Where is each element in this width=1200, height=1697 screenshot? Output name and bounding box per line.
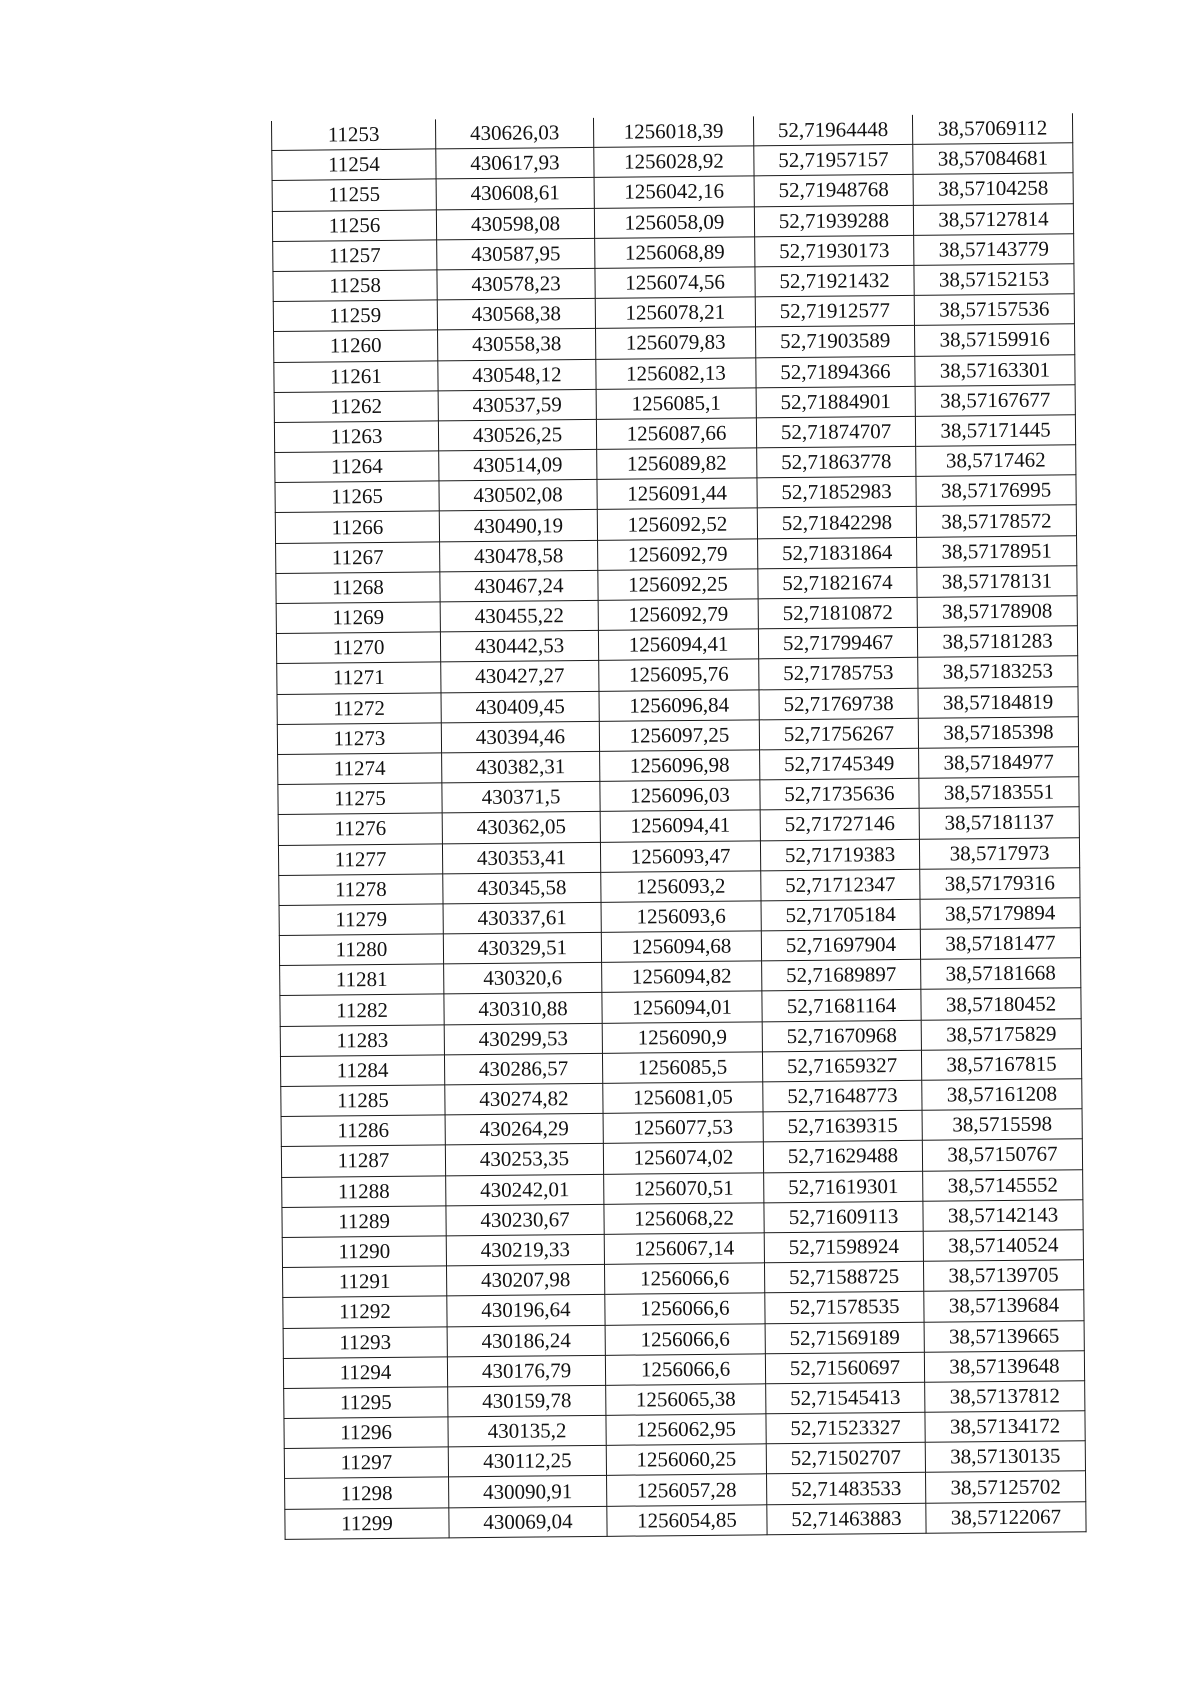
x-coordinate-cell: 430329,51 xyxy=(443,932,601,964)
x-coordinate-cell: 430135,2 xyxy=(448,1415,606,1447)
longitude-cell: 38,57181668 xyxy=(921,958,1081,990)
y-coordinate-cell: 1256078,21 xyxy=(595,297,755,329)
y-coordinate-cell: 1256066,6 xyxy=(605,1353,765,1385)
y-coordinate-cell: 1256028,92 xyxy=(594,146,754,178)
point-number-cell: 11292 xyxy=(283,1296,447,1328)
y-coordinate-cell: 1256092,52 xyxy=(597,508,757,540)
longitude-cell: 38,57179894 xyxy=(920,898,1080,930)
longitude-cell: 38,57185398 xyxy=(918,717,1078,749)
latitude-cell: 52,71689897 xyxy=(762,960,921,992)
point-number-cell: 11272 xyxy=(277,692,441,724)
x-coordinate-cell: 430587,95 xyxy=(437,238,595,270)
point-number-cell: 11277 xyxy=(278,843,442,875)
longitude-cell: 38,57139684 xyxy=(924,1290,1084,1322)
longitude-cell: 38,57084681 xyxy=(913,143,1073,175)
y-coordinate-cell: 1256093,6 xyxy=(601,901,761,933)
latitude-cell: 52,71629488 xyxy=(763,1141,922,1173)
longitude-cell: 38,57142143 xyxy=(923,1200,1083,1232)
longitude-cell: 38,57179316 xyxy=(920,867,1080,899)
x-coordinate-cell: 430382,31 xyxy=(442,751,600,783)
point-number-cell: 11264 xyxy=(275,451,439,483)
point-number-cell: 11298 xyxy=(285,1477,449,1509)
y-coordinate-cell: 1256097,25 xyxy=(599,720,759,752)
longitude-cell: 38,57181137 xyxy=(919,807,1079,839)
latitude-cell: 52,71463883 xyxy=(767,1503,926,1535)
latitude-cell: 52,71735636 xyxy=(760,778,919,810)
latitude-cell: 52,71810872 xyxy=(758,597,917,629)
x-coordinate-cell: 430310,88 xyxy=(444,993,602,1025)
y-coordinate-cell: 1256092,79 xyxy=(598,538,758,570)
point-number-cell: 11268 xyxy=(276,572,440,604)
latitude-cell: 52,71648773 xyxy=(763,1080,922,1112)
x-coordinate-cell: 430207,98 xyxy=(446,1264,604,1296)
x-coordinate-cell: 430608,61 xyxy=(436,178,594,210)
x-coordinate-cell: 430274,82 xyxy=(445,1083,603,1115)
x-coordinate-cell: 430578,23 xyxy=(437,268,595,300)
latitude-cell: 52,71745349 xyxy=(760,748,919,780)
y-coordinate-cell: 1256085,5 xyxy=(602,1052,762,1084)
y-coordinate-cell: 1256068,22 xyxy=(604,1203,764,1235)
point-number-cell: 11273 xyxy=(277,723,441,755)
point-number-cell: 11259 xyxy=(273,300,437,332)
longitude-cell: 38,57180452 xyxy=(921,988,1081,1020)
x-coordinate-cell: 430409,45 xyxy=(441,691,599,723)
longitude-cell: 38,57069112 xyxy=(912,113,1072,144)
latitude-cell: 52,71560697 xyxy=(765,1352,924,1384)
latitude-cell: 52,71948768 xyxy=(754,175,913,207)
longitude-cell: 38,57122067 xyxy=(926,1501,1086,1533)
longitude-cell: 38,5717973 xyxy=(919,837,1079,869)
latitude-cell: 52,71712347 xyxy=(761,869,920,901)
longitude-cell: 38,57137812 xyxy=(925,1381,1085,1413)
x-coordinate-cell: 430442,53 xyxy=(440,631,598,663)
point-number-cell: 11278 xyxy=(279,874,443,906)
x-coordinate-cell: 430467,24 xyxy=(440,570,598,602)
x-coordinate-cell: 430219,33 xyxy=(446,1234,604,1266)
y-coordinate-cell: 1256074,56 xyxy=(595,267,755,299)
latitude-cell: 52,71831864 xyxy=(758,537,917,569)
x-coordinate-cell: 430490,19 xyxy=(439,510,597,542)
latitude-cell: 52,71670968 xyxy=(762,1020,921,1052)
y-coordinate-cell: 1256066,6 xyxy=(605,1293,765,1325)
x-coordinate-cell: 430537,59 xyxy=(438,389,596,421)
x-coordinate-cell: 430394,46 xyxy=(441,721,599,753)
y-coordinate-cell: 1256095,76 xyxy=(599,659,759,691)
x-coordinate-cell: 430478,58 xyxy=(440,540,598,572)
x-coordinate-cell: 430230,67 xyxy=(446,1204,604,1236)
x-coordinate-cell: 430548,12 xyxy=(438,359,596,391)
y-coordinate-cell: 1256094,01 xyxy=(602,991,762,1023)
longitude-cell: 38,57157536 xyxy=(914,294,1074,326)
latitude-cell: 52,71756267 xyxy=(759,718,918,750)
latitude-cell: 52,71659327 xyxy=(762,1050,921,1082)
y-coordinate-cell: 1256094,41 xyxy=(598,629,758,661)
y-coordinate-cell: 1256057,28 xyxy=(607,1474,767,1506)
y-coordinate-cell: 1256066,6 xyxy=(604,1263,764,1295)
y-coordinate-cell: 1256062,95 xyxy=(606,1414,766,1446)
x-coordinate-cell: 430353,41 xyxy=(442,842,600,874)
longitude-cell: 38,57163301 xyxy=(915,354,1075,386)
latitude-cell: 52,71903589 xyxy=(756,326,915,358)
latitude-cell: 52,71884901 xyxy=(756,386,915,418)
x-coordinate-cell: 430568,38 xyxy=(437,299,595,331)
x-coordinate-cell: 430299,53 xyxy=(444,1023,602,1055)
x-coordinate-cell: 430264,29 xyxy=(445,1114,603,1146)
latitude-cell: 52,71785753 xyxy=(759,658,918,690)
latitude-cell: 52,71639315 xyxy=(763,1110,922,1142)
longitude-cell: 38,57139665 xyxy=(924,1320,1084,1352)
y-coordinate-cell: 1256054,85 xyxy=(607,1504,767,1536)
x-coordinate-cell: 430371,5 xyxy=(442,781,600,813)
latitude-cell: 52,71727146 xyxy=(760,809,919,841)
y-coordinate-cell: 1256093,47 xyxy=(600,840,760,872)
x-coordinate-cell: 430320,6 xyxy=(444,963,602,995)
x-coordinate-cell: 430186,24 xyxy=(447,1325,605,1357)
x-coordinate-cell: 430598,08 xyxy=(436,208,594,240)
point-number-cell: 11296 xyxy=(284,1417,448,1449)
latitude-cell: 52,71705184 xyxy=(761,899,920,931)
latitude-cell: 52,71964448 xyxy=(753,115,912,146)
point-number-cell: 11285 xyxy=(281,1085,445,1117)
latitude-cell: 52,71483533 xyxy=(767,1473,926,1505)
point-number-cell: 11297 xyxy=(284,1447,448,1479)
point-number-cell: 11279 xyxy=(279,904,443,936)
point-number-cell: 11293 xyxy=(283,1326,447,1358)
x-coordinate-cell: 430514,09 xyxy=(439,449,597,481)
y-coordinate-cell: 1256085,1 xyxy=(596,388,756,420)
x-coordinate-cell: 430558,38 xyxy=(438,329,596,361)
y-coordinate-cell: 1256070,51 xyxy=(604,1172,764,1204)
longitude-cell: 38,5717462 xyxy=(916,445,1076,477)
point-number-cell: 11255 xyxy=(272,179,436,211)
latitude-cell: 52,71588725 xyxy=(764,1261,923,1293)
point-number-cell: 11289 xyxy=(282,1206,446,1238)
point-number-cell: 11269 xyxy=(276,602,440,634)
latitude-cell: 52,71842298 xyxy=(757,507,916,539)
x-coordinate-cell: 430176,79 xyxy=(447,1355,605,1387)
longitude-cell: 38,57159916 xyxy=(914,324,1074,356)
x-coordinate-cell: 430253,35 xyxy=(445,1144,603,1176)
longitude-cell: 38,57178908 xyxy=(917,596,1077,628)
point-number-cell: 11288 xyxy=(282,1175,446,1207)
longitude-cell: 38,5715598 xyxy=(922,1109,1082,1141)
y-coordinate-cell: 1256096,84 xyxy=(599,689,759,721)
point-number-cell: 11267 xyxy=(276,542,440,574)
point-number-cell: 11275 xyxy=(278,783,442,815)
point-number-cell: 11287 xyxy=(281,1145,445,1177)
longitude-cell: 38,57178951 xyxy=(917,535,1077,567)
y-coordinate-cell: 1256079,83 xyxy=(596,327,756,359)
point-number-cell: 11260 xyxy=(274,330,438,362)
latitude-cell: 52,71957157 xyxy=(754,145,913,177)
latitude-cell: 52,71769738 xyxy=(759,688,918,720)
x-coordinate-cell: 430242,01 xyxy=(446,1174,604,1206)
longitude-cell: 38,57167677 xyxy=(915,384,1075,416)
point-number-cell: 11266 xyxy=(275,511,439,543)
latitude-cell: 52,71799467 xyxy=(758,628,917,660)
x-coordinate-cell: 430286,57 xyxy=(444,1053,602,1085)
y-coordinate-cell: 1256092,25 xyxy=(598,569,758,601)
x-coordinate-cell: 430427,27 xyxy=(441,661,599,693)
y-coordinate-cell: 1256065,38 xyxy=(606,1384,766,1416)
longitude-cell: 38,57181477 xyxy=(920,928,1080,960)
x-coordinate-cell: 430362,05 xyxy=(442,812,600,844)
point-number-cell: 11257 xyxy=(273,240,437,272)
longitude-cell: 38,57184977 xyxy=(919,747,1079,779)
point-number-cell: 11284 xyxy=(280,1055,444,1087)
point-number-cell: 11258 xyxy=(273,270,437,302)
y-coordinate-cell: 1256077,53 xyxy=(603,1112,763,1144)
x-coordinate-cell: 430159,78 xyxy=(448,1385,606,1417)
point-number-cell: 11286 xyxy=(281,1115,445,1147)
point-number-cell: 11253 xyxy=(271,119,435,150)
latitude-cell: 52,71930173 xyxy=(755,235,914,267)
latitude-cell: 52,71863778 xyxy=(757,446,916,478)
latitude-cell: 52,71545413 xyxy=(766,1382,925,1414)
longitude-cell: 38,57167815 xyxy=(921,1049,1081,1081)
y-coordinate-cell: 1256093,2 xyxy=(601,871,761,903)
point-number-cell: 11262 xyxy=(274,391,438,423)
longitude-cell: 38,57145552 xyxy=(923,1169,1083,1201)
latitude-cell: 52,71821674 xyxy=(758,567,917,599)
x-coordinate-cell: 430626,03 xyxy=(435,118,593,149)
longitude-cell: 38,57139705 xyxy=(923,1260,1083,1292)
y-coordinate-cell: 1256067,14 xyxy=(604,1233,764,1265)
y-coordinate-cell: 1256066,6 xyxy=(605,1323,765,1355)
longitude-cell: 38,57130135 xyxy=(925,1441,1085,1473)
point-number-cell: 11283 xyxy=(280,1025,444,1057)
latitude-cell: 52,71852983 xyxy=(757,477,916,509)
y-coordinate-cell: 1256094,41 xyxy=(600,810,760,842)
latitude-cell: 52,71939288 xyxy=(754,205,913,237)
longitude-cell: 38,57127814 xyxy=(913,203,1073,235)
point-number-cell: 11282 xyxy=(280,994,444,1026)
latitude-cell: 52,71681164 xyxy=(762,990,921,1022)
point-number-cell: 11294 xyxy=(283,1357,447,1389)
point-number-cell: 11265 xyxy=(275,481,439,513)
longitude-cell: 38,57150767 xyxy=(922,1139,1082,1171)
latitude-cell: 52,71874707 xyxy=(756,416,915,448)
longitude-cell: 38,57183253 xyxy=(918,656,1078,688)
latitude-cell: 52,71578535 xyxy=(765,1292,924,1324)
longitude-cell: 38,57184819 xyxy=(918,686,1078,718)
y-coordinate-cell: 1256068,89 xyxy=(595,237,755,269)
x-coordinate-cell: 430196,64 xyxy=(447,1295,605,1327)
y-coordinate-cell: 1256091,44 xyxy=(597,478,757,510)
longitude-cell: 38,57181283 xyxy=(917,626,1077,658)
y-coordinate-cell: 1256092,79 xyxy=(598,599,758,631)
longitude-cell: 38,57143779 xyxy=(914,234,1074,266)
x-coordinate-cell: 430069,04 xyxy=(449,1506,607,1538)
y-coordinate-cell: 1256096,03 xyxy=(600,780,760,812)
coordinates-table xyxy=(271,113,1087,1539)
latitude-cell: 52,71894366 xyxy=(756,356,915,388)
longitude-cell: 38,57178572 xyxy=(916,505,1076,537)
y-coordinate-cell: 1256094,68 xyxy=(601,931,761,963)
y-coordinate-cell: 1256087,66 xyxy=(596,418,756,450)
y-coordinate-cell: 1256058,09 xyxy=(594,206,754,238)
longitude-cell: 38,57175829 xyxy=(921,1018,1081,1050)
latitude-cell: 52,71609113 xyxy=(764,1201,923,1233)
latitude-cell: 52,71921432 xyxy=(755,265,914,297)
y-coordinate-cell: 1256074,02 xyxy=(603,1142,763,1174)
longitude-cell: 38,57139648 xyxy=(924,1350,1084,1382)
longitude-cell: 38,57183551 xyxy=(919,777,1079,809)
point-number-cell: 11270 xyxy=(276,632,440,664)
point-number-cell: 11261 xyxy=(274,360,438,392)
y-coordinate-cell: 1256090,9 xyxy=(602,1021,762,1053)
y-coordinate-cell: 1256082,13 xyxy=(596,357,756,389)
longitude-cell: 38,57140524 xyxy=(923,1230,1083,1262)
longitude-cell: 38,57178131 xyxy=(917,566,1077,598)
longitude-cell: 38,57171445 xyxy=(915,415,1075,447)
x-coordinate-cell: 430090,91 xyxy=(449,1476,607,1508)
y-coordinate-cell: 1256089,82 xyxy=(597,448,757,480)
point-number-cell: 11276 xyxy=(278,813,442,845)
longitude-cell: 38,57161208 xyxy=(922,1079,1082,1111)
point-number-cell: 11254 xyxy=(272,149,436,181)
latitude-cell: 52,71502707 xyxy=(766,1443,925,1475)
latitude-cell: 52,71569189 xyxy=(765,1322,924,1354)
longitude-cell: 38,57104258 xyxy=(913,173,1073,205)
x-coordinate-cell: 430345,58 xyxy=(443,872,601,904)
x-coordinate-cell: 430617,93 xyxy=(436,148,594,180)
longitude-cell: 38,57125702 xyxy=(926,1471,1086,1503)
point-number-cell: 11291 xyxy=(283,1266,447,1298)
x-coordinate-cell: 430112,25 xyxy=(448,1446,606,1478)
point-number-cell: 11263 xyxy=(274,421,438,453)
table-row xyxy=(285,1501,1086,1539)
x-coordinate-cell: 430502,08 xyxy=(439,480,597,512)
longitude-cell: 38,57176995 xyxy=(916,475,1076,507)
latitude-cell: 52,71697904 xyxy=(761,929,920,961)
point-number-cell: 11299 xyxy=(285,1507,449,1539)
point-number-cell: 11281 xyxy=(280,964,444,996)
latitude-cell: 52,71912577 xyxy=(755,295,914,327)
x-coordinate-cell: 430337,61 xyxy=(443,902,601,934)
y-coordinate-cell: 1256042,16 xyxy=(594,176,754,208)
latitude-cell: 52,71619301 xyxy=(764,1171,923,1203)
longitude-cell: 38,57134172 xyxy=(925,1411,1085,1443)
point-number-cell: 11290 xyxy=(282,1236,446,1268)
y-coordinate-cell: 1256018,39 xyxy=(593,116,753,147)
point-number-cell: 11256 xyxy=(272,209,436,241)
y-coordinate-cell: 1256096,98 xyxy=(600,750,760,782)
y-coordinate-cell: 1256060,25 xyxy=(606,1444,766,1476)
latitude-cell: 52,71598924 xyxy=(764,1231,923,1263)
longitude-cell: 38,57152153 xyxy=(914,264,1074,296)
point-number-cell: 11280 xyxy=(279,934,443,966)
coordinates-table-body xyxy=(271,113,1086,1539)
x-coordinate-cell: 430526,25 xyxy=(438,419,596,451)
y-coordinate-cell: 1256094,82 xyxy=(602,961,762,993)
x-coordinate-cell: 430455,22 xyxy=(440,600,598,632)
point-number-cell: 11271 xyxy=(277,662,441,694)
latitude-cell: 52,71523327 xyxy=(766,1412,925,1444)
latitude-cell: 52,71719383 xyxy=(760,839,919,871)
point-number-cell: 11295 xyxy=(284,1387,448,1419)
point-number-cell: 11274 xyxy=(278,753,442,785)
y-coordinate-cell: 1256081,05 xyxy=(603,1082,763,1114)
